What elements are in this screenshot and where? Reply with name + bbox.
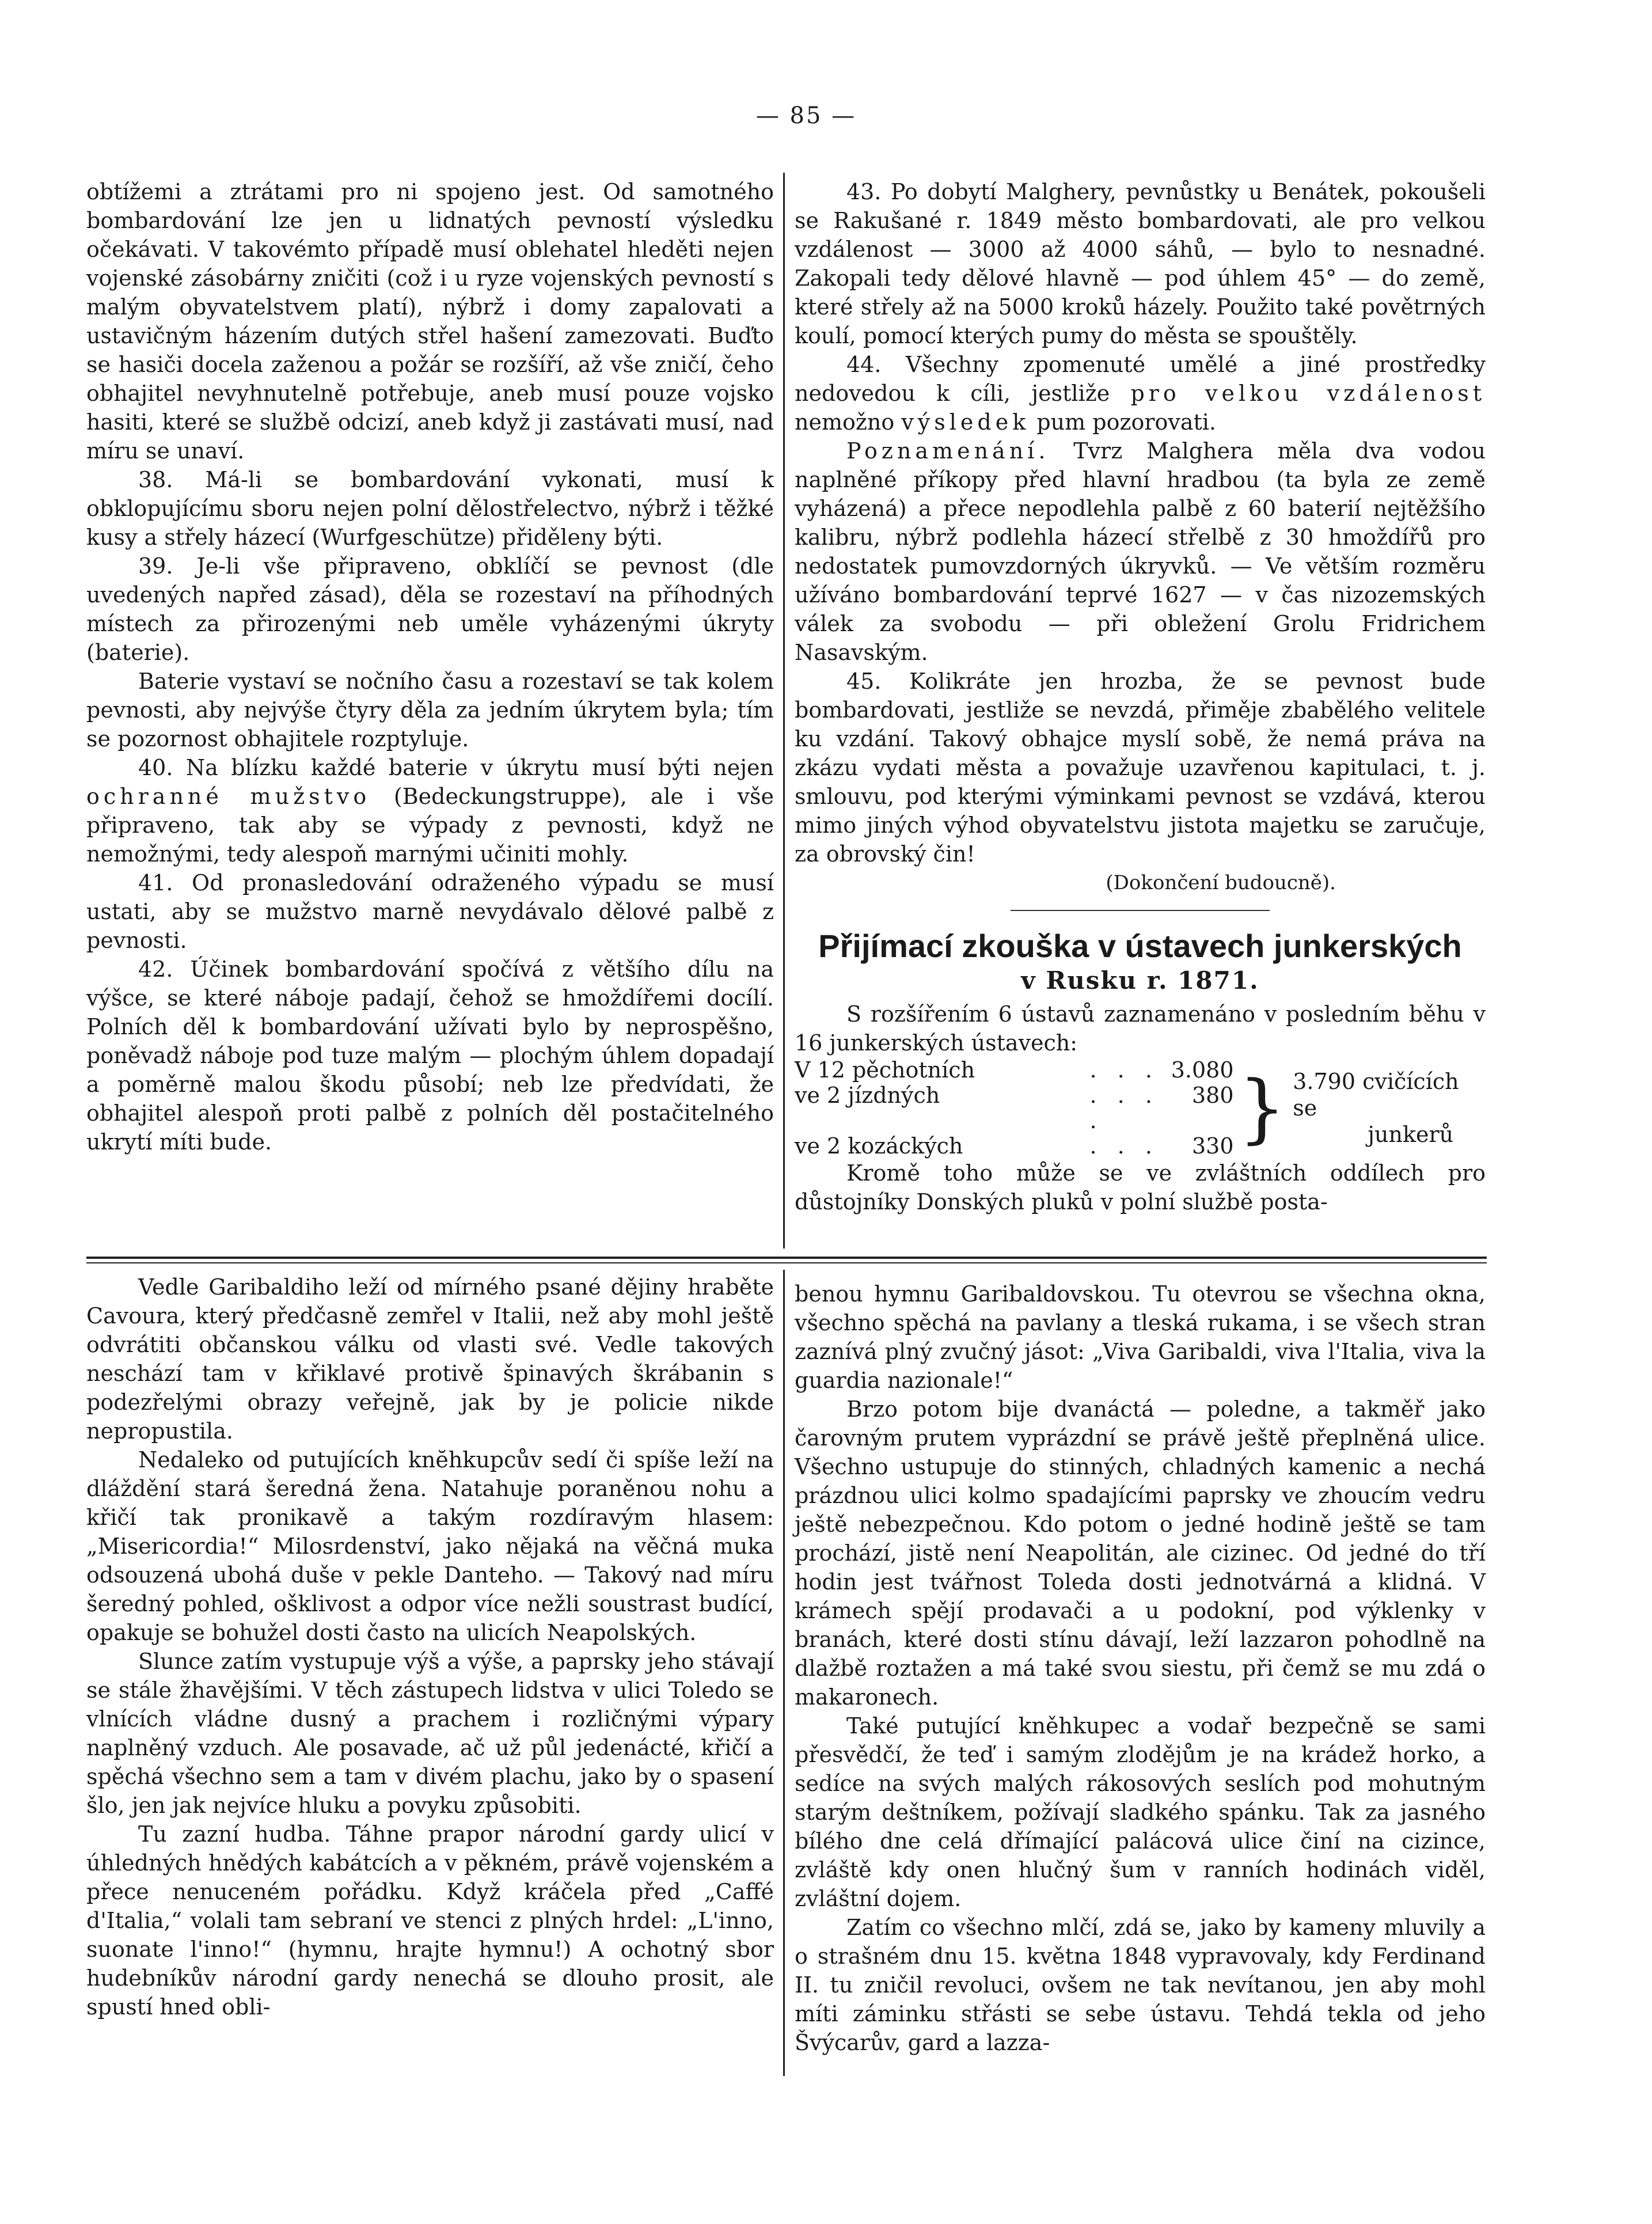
stat-row xyxy=(795,1057,1234,1083)
column-top-left xyxy=(86,177,774,1156)
note-paragraph xyxy=(795,437,1486,667)
article-after-stats: Kromě toho může se ve zvláštních oddílech pro důstojníky Donských pluků v polní službě posta- xyxy=(795,1160,1486,1215)
stat-dots: . . . . xyxy=(1089,1083,1159,1133)
paragraph: benou hymnu Garibaldovskou. Tu otevrou se všechna okna, všechno spěchá na pavlany a tleská rukama, i se všech stran zaznívá plný zvučný jásot: „Viva Garibaldi, viva l'Italia, viva la guardia nazionale!“ xyxy=(795,1281,1486,1393)
stat-dots: . . . xyxy=(1089,1133,1159,1159)
stat-label: ve 2 kozáckých xyxy=(795,1133,963,1159)
paragraph: Brzo potom bije dvanáctá — poledne, a takměř jako čarovným prutem vyprázdní se právě ještě přeplněná ulice. Všechno ustupuje do stinných, chladných kamenic a nechá prázdnou ulici kolmo spadajícími paprsky ve zhoucím vedru ještě nebezpečnou. Kdo potom o jedné hodině ještě se tam prochází, jistě není Neapolitán, ale cizinec. Od jedné do tří hodin jest tvářnost Toleda dosti jednotvárná a klidná. V krámech spějí prodavači a u podokní, pod výklenky v branách, které dosti stínu dávají, leží lazzaron pohodlně na dlažbě roztažen a má také svou siestu, při čemž se mu zdá o makaronech. xyxy=(795,1396,1486,1710)
stats-total xyxy=(1293,1068,1486,1148)
stat-value: 330 xyxy=(1191,1133,1234,1159)
paragraph: Tu zazní hudba. Táhne prapor národní gardy ulicí v úhledných hnědých kabátcích a v pěkném, právě vojenském a přece nenuceném pořádku. Když kráčela před „Caffé d'Italia,“ volali tam sebraní ve stenci z plných hrdel: „L'inno, suonate l'inno!“ (hymnu, hrajte hymnu!) A ochotný sbor hudebníkův národní gardy nenechá se dlouho prosit, ale spustí hned obli- xyxy=(86,1821,774,2020)
p44-emphasis-2: výsledek xyxy=(901,409,1030,435)
column-bottom-right xyxy=(795,1280,1486,2057)
stat-row xyxy=(795,1133,1234,1159)
article-subtitle: v Rusku r. 1871. xyxy=(1021,966,1259,995)
paragraph-39: 39. Je-li vše připraveno, obklíčí se pevnost (dle uvedených napřed zásad), děla se rozestaví na příhodných místech za přirozenými neb uměle vyházenými úkryty (baterie). xyxy=(86,553,774,665)
article-intro: S rozšířením 6 ústavů zaznamenáno v posledním běhu v 16 junkerských ústavech: xyxy=(795,1001,1486,1056)
stat-value: 380 xyxy=(1191,1083,1234,1108)
paragraph-baterie: Baterie vystaví se nočního času a rozestaví se tak kolem pevnosti, aby nejvýše čtyry děla za jedním úkrytem byla; tím se pozornost obhajitele rozptyluje. xyxy=(86,669,774,752)
article-separator xyxy=(1011,910,1270,911)
junker-stats xyxy=(795,1057,1486,1159)
paragraph-45: 45. Kolikráte jen hrozba, že se pevnost bude bombardovati, jestliže se nevzdá, přiměje zbabělého velitele ku vzdání. Takový obhajce myslí sobě, že nemá práva na zkázu vydati města a považuje uzavřenou kapitulaci, t. j. smlouvu, pod kterými výminkami pevnost se vzdává, kterou mimo jiných výhod obyvatelstvu jistota majetku se zaručuje, za obrovský čin! xyxy=(795,669,1486,867)
section-rule-thick xyxy=(86,1257,1487,1259)
stats-total-line-1: 3.790 cvičících se xyxy=(1293,1069,1459,1121)
column-bottom-left xyxy=(86,1273,774,2021)
paragraph: Nedaleko od putujících knĕhkupcův sedí či spíše leží na dláždění stará šeredná žena. Natahuje poraněnou nohu a křičí tak pronikavě a takým rozdíravým hlasem: „Misericordia!“ Milosrdenství, jako nějaká na věčná muka odsouzená ubohá duše v pekle Danteho. — Takový nad míru šeredný pohled, ošklivost a odpor více nežli soustrast budící, opakuje se bohužel dosti často na ulicích Neapolských. xyxy=(86,1447,774,1645)
paragraph: Zatím co všechno mlčí, zdá se, jako by kameny mluvily a o strašném dnu 15. května 1848 vypravovaly, kdy Ferdinand II. tu zničil revoluci, ovšem ne tak nevítanou, jen aby mohl míti záminku střásti se sebe ústavu. Tehdá tekla od jeho Švýcarův, gard a lazza- xyxy=(795,1915,1486,2055)
stat-label: V 12 pěchotních xyxy=(795,1057,975,1083)
p40-text-a: 40. Na blízku každé baterie v úkrytu musí býti nejen xyxy=(138,755,774,780)
column-divider-top xyxy=(783,173,785,1248)
stats-total-line-2: junkerů xyxy=(1368,1122,1454,1147)
p44-text-a: 44. Všechny zpomenuté umělé a jiné prostředky nedovedou k cíli, jestliže xyxy=(795,352,1486,406)
note-label: Poznamenání. xyxy=(846,438,1050,464)
stat-row xyxy=(795,1083,1234,1133)
p44-text-e: pum pozorovati. xyxy=(1030,409,1217,435)
paragraph: Slunce zatím vystupuje výš a výše, a paprsky jeho stávají se stále žhavějšími. V těch zástupech lidstva v ulici Toledo se vlnících vládne dusný a prachem i rozličnými výpary naplněný vzduch. Ale posavade, ač už půl jedenácté, křičí a spěchá všechno sem a tam v divém plachu, jako by o spasení šlo, jen jak nejvíce hluku a povyku způsobiti. xyxy=(86,1649,774,1818)
p44-emphasis-1: pro velkou vzdálenost xyxy=(1130,381,1486,406)
paragraph-43: 43. Po dobytí Malghery, pevnůstky u Benátek, pokoušeli se Rakušané r. 1849 město bombardovati, ale pro velkou vzdálenost — 3000 až 4000 sáhů, — bylo to nesnadné. Zakopali tedy dělové hlavně — pod úhlem 45° — do země, které střely až na 5000 kroků házely. Použito také povětrných koulí, pomocí kterých pumy do města se spouštěly. xyxy=(795,179,1486,348)
column-top-right xyxy=(795,177,1486,1216)
article-title: Přijímací zkouška v ústavech junkerských xyxy=(818,928,1462,964)
continuation-note: (Dokončení budoucně). xyxy=(1106,871,1336,894)
paragraph-42: 42. Účinek bombardování spočívá z většího dílu na výšce, se které náboje padají, čehož se hmoždířemi docílí. Polních děl k bombardování užívati bylo by neprospěšno, poněvadž náboje pod tuze malým — plochým úhlem dopadají a poměrně malou škodu působí; neb lze předvídati, že obhajitel alespoň proti palbě z polních děl postačitelného ukrytí míti bude. xyxy=(86,957,774,1155)
page-number: — 85 — xyxy=(755,103,857,129)
paragraph: obtížemi a ztrátami pro ni spojeno jest. Od samotného bombardování lze jen u lidnatých pevností výsledku očekávati. V takovémto případě musí oblehatel hleděti nejen vojenské zásobárny zničiti (což i u ryze vojenských pevností s malým obyvatelstvem platí), nýbrž i domy zapalovati a ustavičným házením dutých střel hašení zamezovati. Buďto se hasiči docela zaženou a požár se rozšíří, až vše zničí, čeho obhajitel nevyhnutelně potřebuje, aneb musí pouze vojsko hasiti, které se službě odcizí, aneb když ji zastávati musí, nad míru se unaví. xyxy=(86,179,774,464)
p44-text-c: nemožno xyxy=(795,409,902,435)
paragraph: Vedle Garibaldiho leží od mírného psané dějiny hraběte Cavoura, který předčasně zemřel v Italii, než aby mohl ještě odvrátiti občanskou válku od vlasti své. Vedle takových neschází tam v křiklavé protivě špinavých škrábanin s podezřelými obrazy veřejně, jak by je policie nikde nepropustila. xyxy=(86,1274,774,1444)
stats-rows xyxy=(795,1057,1234,1159)
paragraph: Také putující kněhkupec a vodař bezpečně se sami přesvědčí, že teď i samým zlodějům je na krádež horko, a sedíce na svých malých rákosových seslích pod mohutným starým deštníkem, požívají sladkého spánku. Tak za jasného bílého dne celá dřímající palácová ulice činí na cizince, zvláště kdy onen hlučný šum v ranních hodinách viděl, zvláštní dojem. xyxy=(795,1713,1486,1911)
stat-value: 3.080 xyxy=(1171,1057,1234,1083)
paragraph-44 xyxy=(795,350,1486,437)
section-rule-thin xyxy=(86,1262,1487,1263)
right-brace: } xyxy=(1238,1064,1286,1152)
column-divider-bottom xyxy=(783,1270,785,2076)
stat-dots: . . . xyxy=(1089,1057,1159,1083)
note-text: Tvrz Malghera měla dva vodou naplněné příkopy před hlavní hradbou (ta byla ze země vyházená) a přece nepodlehla palbě z 60 baterií nejtěžšího kalibru, nýbrž podlehla házecí střelbě z 30 hmoždířů pro nedostatek pumovzdorných úkryvků. — Ve větším rozměru užíváno bombardování teprvé 1627 — v čas nizozemských válek za svobodu — při obležení Grolu Fridrichem Nasavským. xyxy=(795,438,1486,665)
paragraph-41: 41. Od pronasledování odraženého výpadu se musí ustati, aby se mužstvo marně nevydávalo dělové palbě z pevnosti. xyxy=(86,870,774,953)
stat-label: ve 2 jízdných xyxy=(795,1083,940,1108)
p40-text-c: (Bedeckungstruppe), ale i vše připraveno, tak aby se výpady z pevnosti, když ne nemožnými, tedy alespoň marnými učiniti mohly. xyxy=(86,784,774,867)
paragraph-40 xyxy=(86,753,774,868)
p40-emphasis: ochranné mužstvo xyxy=(86,784,371,809)
paragraph-38: 38. Má-li se bombardování vykonati, musí k obklopujícímu sboru nejen polní dělostřelectvo, nýbrž i těžké kusy a střely házecí (Wurfgeschütze) přiděleny býti. xyxy=(86,467,774,550)
